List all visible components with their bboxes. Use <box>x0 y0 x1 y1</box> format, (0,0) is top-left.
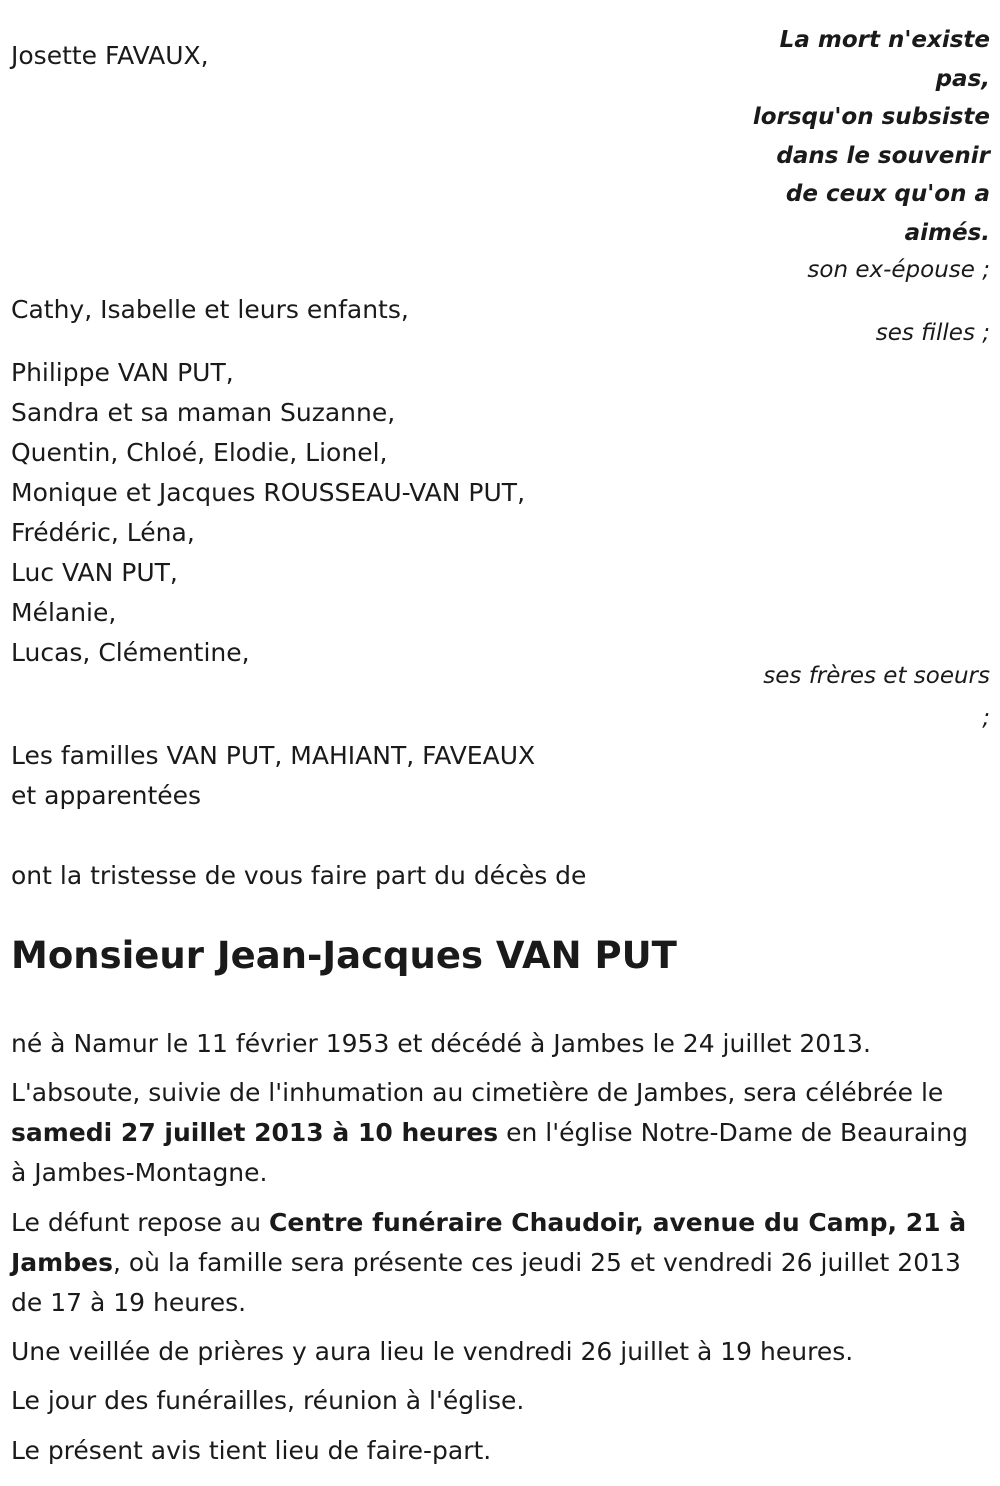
vigil-text: Une veillée de prières y aura lieu le vendredi 26 juillet à 19 heures. <box>11 1337 854 1366</box>
sibling-line: Frédéric, Léna, <box>11 518 195 547</box>
notice-text: Le présent avis tient lieu de faire-part. <box>11 1436 492 1465</box>
repose-paragraph <box>11 1203 986 1323</box>
ex-wife-role: son ex-épouse ; <box>807 257 990 283</box>
families-line: et apparentées <box>11 781 202 810</box>
quote-line: La mort n'existe <box>779 27 990 53</box>
sibling-line: Mélanie, <box>11 598 117 627</box>
funeral-day-text: Le jour des funérailles, réunion à l'église. <box>11 1386 525 1415</box>
sibling-line: Monique et Jacques ROUSSEAU-VAN PUT, <box>11 478 526 507</box>
families-block <box>11 736 535 816</box>
ceremony-paragraph <box>11 1073 986 1193</box>
repose-text: Le défunt repose au <box>11 1208 270 1237</box>
sibling-line: Lucas, Clémentine, <box>11 638 250 667</box>
quote-line: pas, <box>935 65 990 92</box>
quote-line: lorsqu'on subsiste <box>752 104 990 130</box>
daughters-names: Cathy, Isabelle et leurs enfants, <box>11 295 409 324</box>
sibling-line: Philippe VAN PUT, <box>11 358 234 387</box>
epitaph-quote <box>730 21 990 252</box>
sibling-line: Sandra et sa maman Suzanne, <box>11 398 396 427</box>
repose-location: Centre funéraire Chaudoir, avenue du Camp, 21 à Jambes <box>11 1208 967 1277</box>
ex-wife-name: Josette FAVAUX, <box>11 41 209 70</box>
deceased-name: Monsieur Jean-Jacques VAN PUT <box>11 934 677 977</box>
birth-death-text: né à Namur le 11 février 1953 et décédé à Jambes le 24 juillet 2013. <box>11 1029 871 1058</box>
families-line: Les familles VAN PUT, MAHIANT, FAVEAUX <box>11 741 536 770</box>
ceremony-date: samedi 27 juillet 2013 à 10 heures <box>11 1118 499 1147</box>
quote-line: dans le souvenir <box>776 142 990 169</box>
siblings-list <box>11 353 525 673</box>
quote-line: de ceux qu'on a <box>785 181 990 207</box>
daughters-role: ses filles ; <box>875 320 990 346</box>
repose-visiting-hours: , où la famille sera présente ces jeudi 25 et vendredi 26 juillet 2013 de 17 à 19 heures. <box>11 1248 961 1317</box>
siblings-role-end: ; <box>982 705 990 731</box>
quote-line: aimés. <box>904 219 990 246</box>
announcement-text: ont la tristesse de vous faire part du décès de <box>11 861 587 890</box>
sibling-line: Quentin, Chloé, Elodie, Lionel, <box>11 438 388 467</box>
ceremony-location: en l'église Notre-Dame de Beauraing à Jambes-Montagne. <box>11 1118 968 1187</box>
siblings-role: ses frères et soeurs <box>763 663 990 689</box>
sibling-line: Luc VAN PUT, <box>11 558 178 587</box>
ceremony-text: L'absoute, suivie de l'inhumation au cimetière de Jambes, sera célébrée le <box>11 1078 944 1107</box>
